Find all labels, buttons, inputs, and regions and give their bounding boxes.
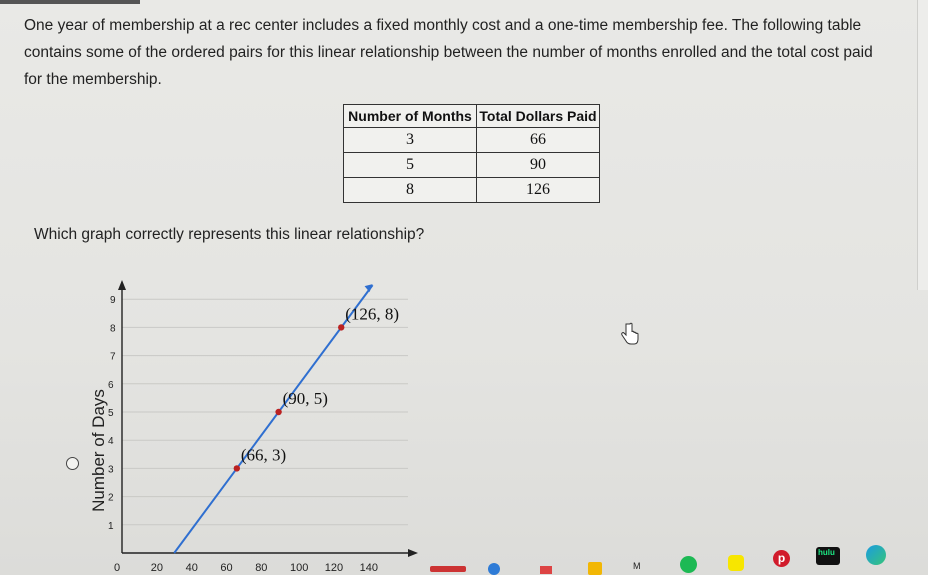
table-row [344, 153, 600, 178]
y-axis-label: Number of Days [89, 389, 108, 512]
y-tick-label: 9 [110, 295, 116, 307]
taskbar-app-icon[interactable] [488, 563, 500, 575]
taskbar-app-icon[interactable] [540, 566, 552, 574]
y-tick-label: 7 [110, 351, 116, 363]
x-tick-label: 80 [255, 562, 268, 574]
taskbar-m-label[interactable]: M [633, 561, 641, 571]
x-axis-arrow [408, 549, 418, 557]
y-tick-label: 1 [108, 520, 114, 532]
answer-graph [80, 270, 420, 575]
taskbar-app-icon[interactable] [588, 562, 602, 575]
table-cell: 66 [477, 128, 600, 153]
table-cell: 126 [477, 178, 600, 203]
table-header-dollars: Total Dollars Paid [477, 105, 600, 128]
table-cell: 90 [477, 153, 600, 178]
data-point-label: (126, 8) [345, 304, 400, 324]
question-text: One year of membership at a rec center includes a fixed monthly cost and a one-time membership fee. The following table contains some of the ordered pairs for this linear relationship between the number of months enrolled and the total cost paid for the membership. [24, 17, 873, 88]
table-cell: 3 [344, 128, 477, 153]
y-tick-label: 8 [110, 323, 116, 335]
x-tick-label: 20 [150, 562, 164, 574]
top-rule [0, 0, 140, 4]
y-tick-label: 6 [108, 379, 114, 391]
data-point [275, 409, 281, 415]
snapchat-icon[interactable] [728, 555, 744, 571]
table-cell: 5 [344, 153, 477, 178]
y-axis-arrow [118, 280, 126, 290]
table-row [344, 178, 600, 203]
hulu-label: hulu [818, 548, 835, 557]
y-tick-label: 2 [108, 492, 114, 504]
data-point [234, 465, 240, 471]
y-tick-label: 3 [108, 464, 114, 476]
data-table [343, 104, 600, 203]
edge-icon[interactable] [866, 545, 886, 565]
data-point-label: (66, 3) [240, 445, 287, 465]
right-panel-edge [917, 0, 928, 290]
table-cell: 8 [344, 178, 477, 203]
x-tick-label: 60 [220, 562, 233, 574]
x-tick-label: 120 [324, 562, 344, 574]
spotify-icon[interactable] [680, 556, 697, 573]
table-header-months: Number of Months [344, 105, 477, 128]
y-tick-label: 5 [108, 408, 114, 419]
table-row [344, 128, 600, 153]
pinterest-icon[interactable]: p [773, 550, 790, 567]
question-prompt: Which graph correctly represents this linear relationship? [34, 226, 425, 243]
x-tick-label: 0 [114, 562, 121, 574]
taskbar-app-icon[interactable] [430, 566, 466, 572]
y-tick-label: 4 [108, 436, 114, 448]
x-tick-label: 100 [290, 562, 309, 574]
x-tick-label: 140 [359, 562, 378, 574]
data-point [338, 324, 344, 330]
x-tick-label: 40 [185, 562, 198, 574]
hand-cursor-icon [620, 322, 640, 346]
data-point-label: (90, 5) [282, 389, 328, 408]
answer-radio-button[interactable] [66, 457, 79, 470]
